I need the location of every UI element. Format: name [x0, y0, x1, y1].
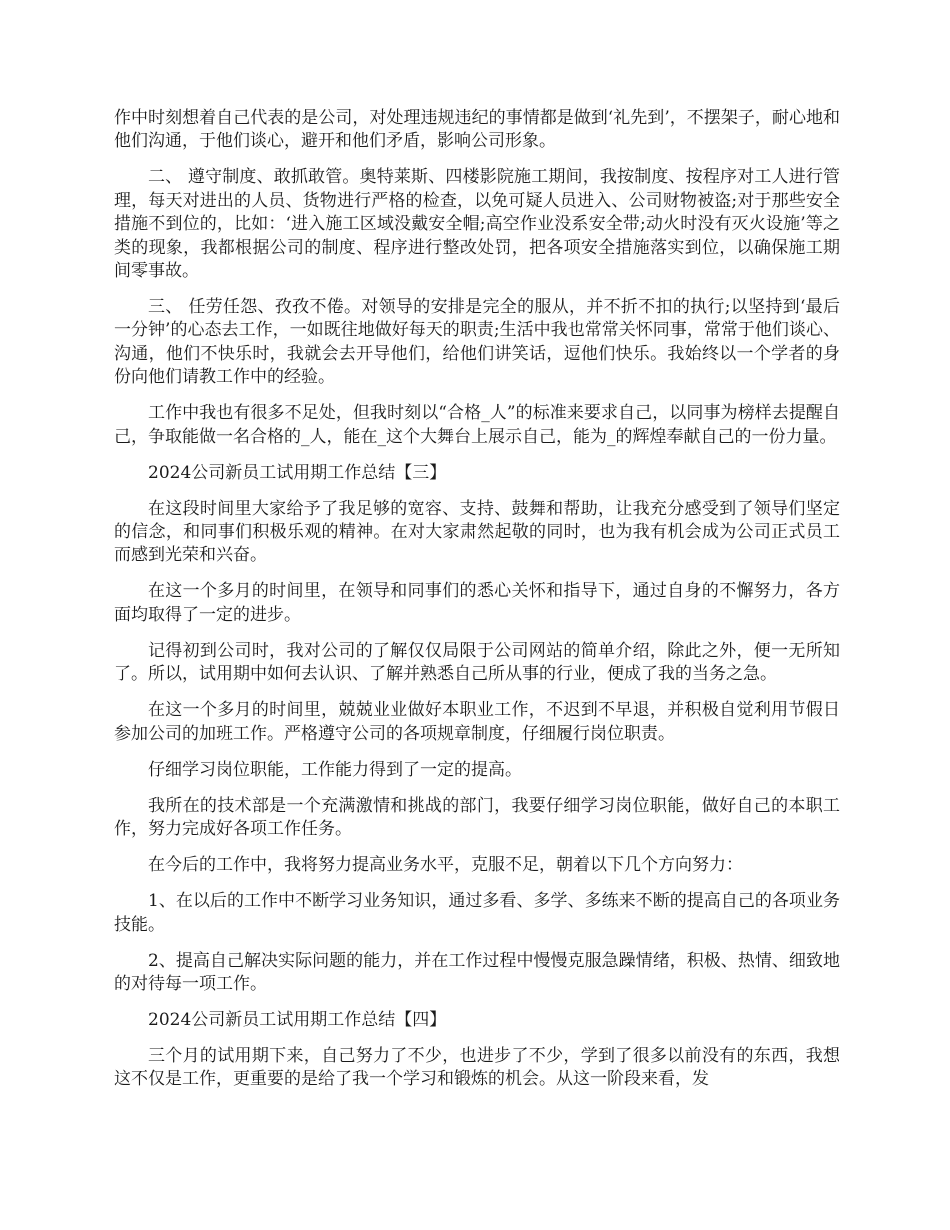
- paragraph-continuation: 作中时刻想着自己代表的是公司，对处理违规违纪的事情都是做到‘礼先到’，不摆架子，耐心地和他们沟通，于他们谈心，避开和他们矛盾，影响公司形象。: [114, 108, 840, 152]
- paragraph-three-months: 三个月的试用期下来，自己努力了不少，也进步了不少，学到了很多以前没有的东西，我想这不仅是工作，更重要的是给了我一个学习和锻炼的机会。从这一阶段来看，发: [114, 1045, 840, 1090]
- paragraph-future-directions: 在今后的工作中，我将努力提高业务水平，克服不足，朝着以下几个方向努力：: [148, 855, 743, 876]
- list-item-1: 1、在以后的工作中不断学习业务知识，通过多看、多学、多练来不断的提高自己的各项业务技能。: [114, 891, 840, 935]
- paragraph-rules-enforcement: 二、 遵守制度、敢抓敢管。奥特莱斯、四楼影院施工期间，我按制度、按程序对工人进行管理，每天对进出的人员、货物进行严格的检查，以免可疑人员进入、公司财物被盗;对于那些安全措施不到位的，比如：‘进入施工区域没戴安全帽;高空作业没系安全带;动火时没有灭火设施’等之类的现象，我都根据公司的制度、程序进行整改处罚，把各项安全措施落实到位，以确保施工期间零事故。: [114, 167, 840, 282]
- paragraph-progress: 在这一个多月的时间里，在领导和同事们的悉心关怀和指导下，通过自身的不懈努力，各方面均取得了一定的进步。: [114, 581, 840, 625]
- paragraph-tech-department: 我所在的技术部是一个充满激情和挑战的部门，我要仔细学习岗位职能，做好自己的本职工作，努力完成好各项工作任务。: [114, 795, 840, 840]
- paragraph-study-duties: 仔细学习岗位职能，工作能力得到了一定的提高。: [148, 759, 522, 780]
- section-heading-four: 2024公司新员工试用期工作总结【四】: [148, 1009, 447, 1030]
- paragraph-first-days: 记得初到公司时，我对公司的了解仅仅局限于公司网站的简单介绍，除此之外，便一无所知了。所以，试用期中如何去认识、了解并熟悉自己所从事的行业，便成了我的当务之急。: [114, 640, 840, 685]
- paragraph-diligence: 三、 任劳任怨、孜孜不倦。对领导的安排是完全的服从，并不折不扣的执行;以坚持到‘最后一分钟’的心态去工作，一如既往地做好每天的职责;生活中我也常常关怀同事，常常于他们谈心、沟通，他们不快乐时，我就会去开导他们，给他们讲笑话，逗他们快乐。我始终以一个学者的身份向他们请教工作中的经验。: [114, 297, 840, 388]
- list-item-2: 2、提高自己解决实际问题的能力，并在工作过程中慢慢克服急躁情绪，积极、热情、细致地的对待每一项工作。: [114, 950, 840, 994]
- document-page: [114, 107, 840, 1104]
- section-heading-three: 2024公司新员工试用期工作总结【三】: [148, 462, 447, 483]
- paragraph-shortcomings: 工作中我也有很多不足处，但我时刻以“合格_人”的标准来要求自己，以同事为榜样去提醒自己，争取能做一名合格的_人，能在_这个大舞台上展示自己，能为_的辉煌奉献自己的一份力量。: [114, 403, 840, 447]
- paragraph-dedication: 在这一个多月的时间里，兢兢业业做好本职业工作，不迟到不早退，并积极自觉利用节假日参加公司的加班工作。严格遵守公司的各项规章制度，仔细履行岗位职责。: [114, 700, 840, 744]
- paragraph-support: 在这段时间里大家给予了我足够的宽容、支持、鼓舞和帮助，让我充分感受到了领导们坚定的信念，和同事们积极乐观的精神。在对大家肃然起敬的同时，也为我有机会成为公司正式员工而感到光荣和兴奋。: [114, 498, 840, 566]
